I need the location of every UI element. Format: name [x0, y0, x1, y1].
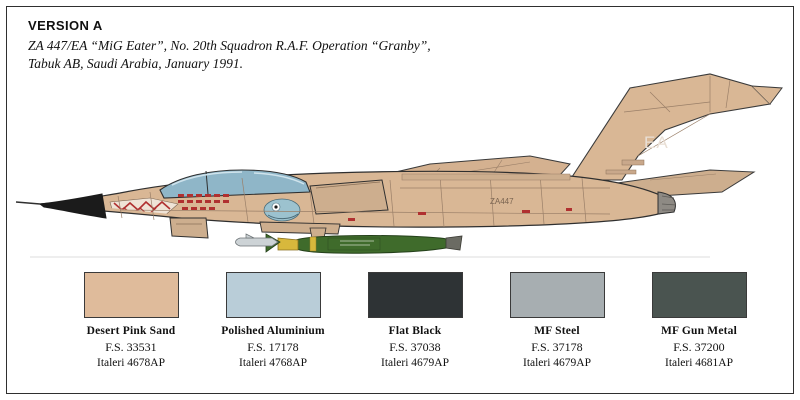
- swatch-item: [212, 272, 334, 369]
- color-swatch-flat-black: [368, 272, 463, 318]
- swatch-name: MF Steel: [534, 325, 580, 337]
- swatch-fs-code: F.S. 37200: [673, 340, 725, 354]
- swatch-paint-code: Italeri 4679AP: [522, 357, 592, 369]
- paint-color-legend: [70, 272, 760, 369]
- air-intake: [310, 180, 388, 214]
- swatch-fs-code: F.S. 37038: [389, 340, 441, 354]
- aircraft-profile-illustration: [10, 52, 790, 267]
- swatch-name: Desert Pink Sand: [86, 325, 176, 337]
- fuselage-serial-text: ZA447: [490, 197, 514, 206]
- color-swatch-mf-steel: [510, 272, 605, 318]
- swatch-name: Polished Aluminium: [221, 325, 325, 337]
- swatch-paint-code: Italeri 4768AP: [238, 357, 308, 369]
- caption-line-2: Tabuk AB, Saudi Arabia, January 1991.: [28, 56, 244, 72]
- swatch-paint-code: Italeri 4678AP: [96, 357, 166, 369]
- color-swatch-polished-aluminium: [226, 272, 321, 318]
- vertical-stabilizer: [570, 74, 782, 180]
- caption-line-1: ZA 447/EA “MiG Eater”, No. 20th Squadron R.A.F. Operation “Granby”,: [28, 38, 431, 53]
- color-swatch-mf-gun-metal: [652, 272, 747, 318]
- swatch-item: [496, 272, 618, 369]
- swatch-item: [70, 272, 192, 369]
- swatch-fs-code: F.S. 17178: [247, 340, 299, 354]
- underfuselage-missile: [236, 234, 279, 246]
- mig-eater-emblem: [264, 199, 300, 221]
- tornado-gr1-svg: [10, 52, 790, 267]
- swatch-fs-code: F.S. 33531: [105, 340, 157, 354]
- tail-code-text: EA: [644, 133, 669, 152]
- swatch-item: [354, 272, 476, 369]
- color-swatch-desert-pink-sand: [84, 272, 179, 318]
- swatch-paint-code: Italeri 4681AP: [664, 357, 734, 369]
- swatch-name: MF Gun Metal: [660, 325, 738, 337]
- fuselage: [16, 170, 676, 227]
- swatch-paint-code: Italeri 4679AP: [380, 357, 450, 369]
- swatch-item: [638, 272, 760, 369]
- page-title: VERSION A: [28, 18, 103, 33]
- swatch-fs-code: F.S. 37178: [531, 340, 583, 354]
- swatch-name: Flat Black: [388, 325, 442, 337]
